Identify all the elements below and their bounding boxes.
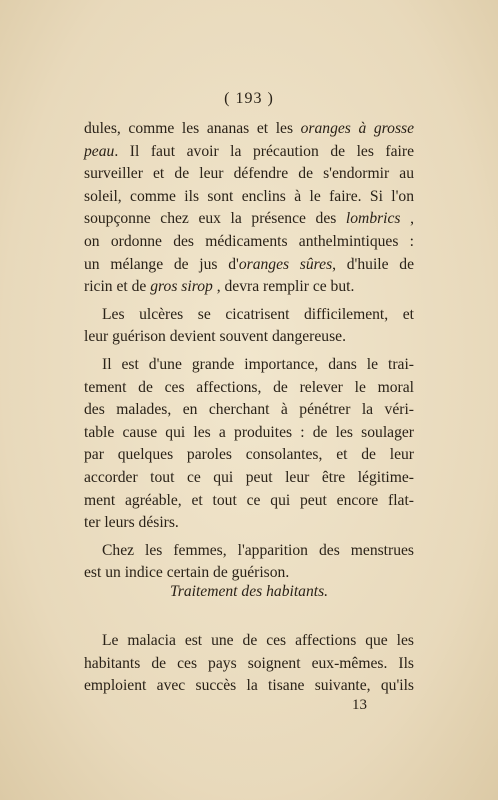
text-line: soleil, comme ils sont enclins à le faire. Si l'on: [84, 187, 414, 205]
text-line: table cause qui les a produites : de les soulager: [84, 423, 414, 441]
text-line: des malades, en cherchant à pénétrer la véri-: [84, 401, 414, 419]
text-line: est un indice certain de guérison.: [84, 564, 290, 582]
text-line: soupçonne chez eux la présence des lombrics ,: [84, 210, 414, 228]
text-line: ricin et de gros sirop , devra remplir ce but.: [84, 278, 355, 296]
text-line: Chez les femmes, l'apparition des menstrues: [102, 541, 414, 559]
paragraph-4: [84, 540, 414, 585]
text-line: ment agréable, et tout ce qui peut encore flat-: [84, 491, 414, 509]
page-number: ( 193 ): [224, 90, 274, 107]
paragraph-2: [84, 304, 414, 349]
text-line: emploient avec succès la tisane suivante, qu'ils: [84, 677, 414, 695]
italic-term: peau: [84, 142, 115, 160]
text-line: par quelques paroles consolantes, et de leur: [84, 446, 414, 464]
paragraph-5: [84, 630, 414, 698]
text-line: un mélange de jus d'oranges sûres, d'huile de: [84, 255, 414, 273]
italic-term: lombrics: [345, 210, 401, 228]
bottom-text: [84, 630, 414, 703]
text-line: accorder tout ce qui peut leur être légitime-: [84, 468, 414, 486]
text-line: surveiller et de leur défendre de s'endormir au: [84, 165, 414, 183]
text-line: Le malacia est une de ces affections que les: [102, 632, 414, 649]
text-line: leur guérison devient souvent dangereuse.: [84, 328, 346, 346]
paragraph-1: [84, 118, 414, 299]
text-line: tement de ces affections, de relever le moral: [84, 378, 414, 396]
text-line: Les ulcères se cicatrisent difficilement, et: [102, 305, 414, 323]
text-line: peau. Il faut avoir la précaution de les faire: [84, 142, 414, 160]
section-title: Traitement des habitants.: [169, 583, 329, 600]
text-line: on ordonne des médicaments anthelmintiques :: [84, 232, 414, 250]
text-line: dules, comme les ananas et les oranges à grosse: [84, 120, 415, 137]
italic-term: oranges à grosse: [300, 120, 415, 137]
paragraph-3: [84, 354, 414, 535]
text-line: habitants de ces pays soignent eux-mêmes. Ils: [84, 654, 414, 672]
italic-term: gros sirop: [150, 278, 213, 296]
text-line: Il est d'une grande importance, dans le trai-: [102, 355, 414, 373]
signature-mark: 13: [352, 697, 367, 713]
italic-term: oranges sûres: [238, 255, 333, 273]
text-line: ter leurs désirs.: [84, 514, 179, 532]
main-text: [84, 118, 414, 590]
